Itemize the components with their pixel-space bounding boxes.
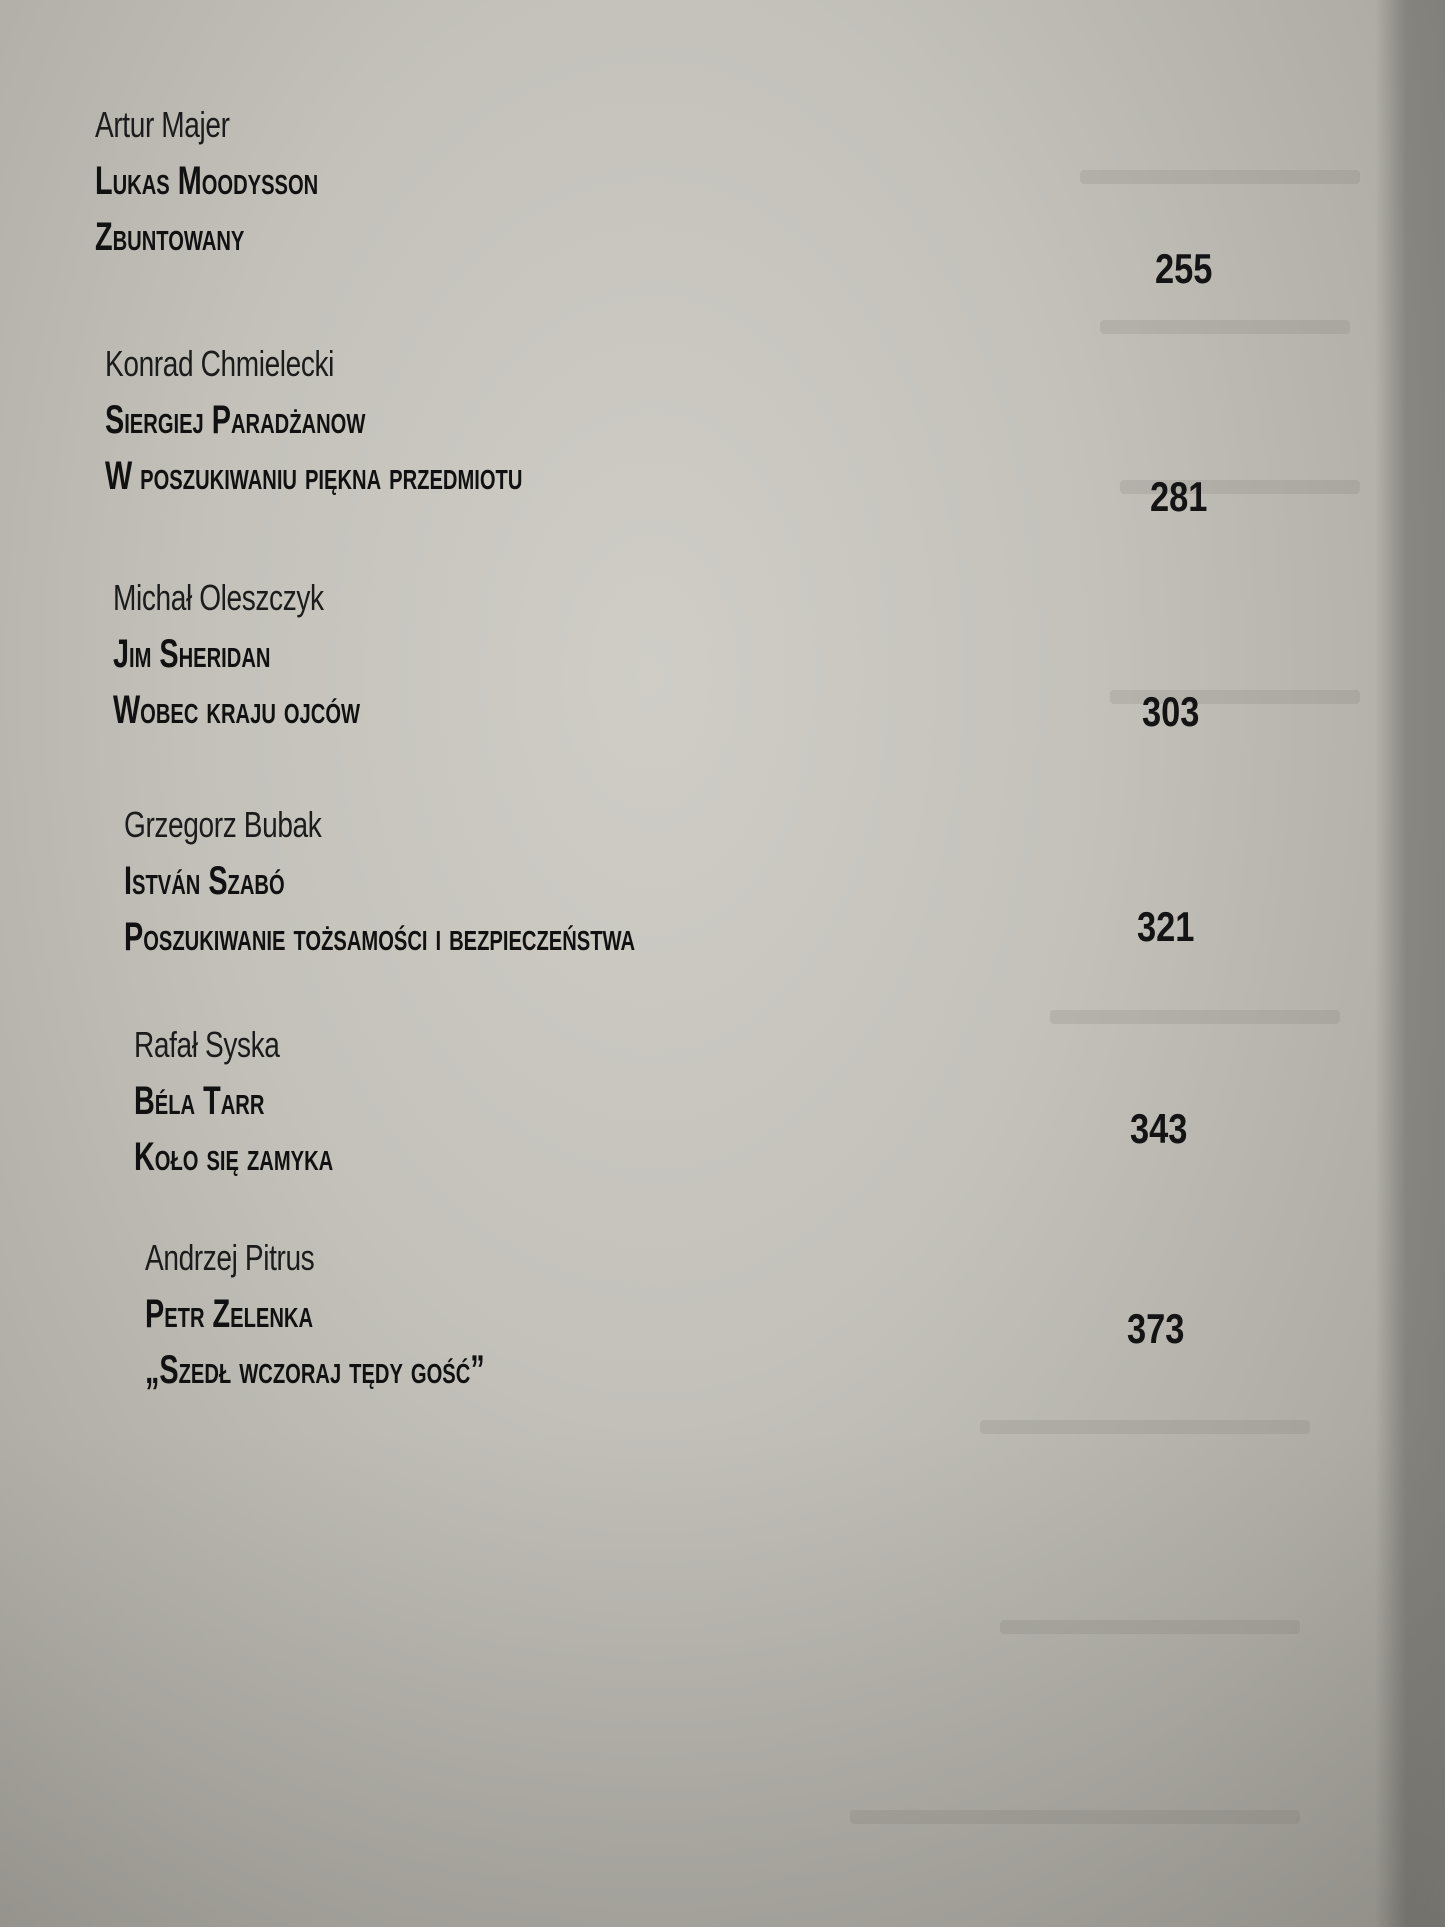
toc-entry	[105, 344, 685, 498]
toc-page-number: 281	[1150, 473, 1208, 520]
toc-author: Rafał Syska	[134, 1024, 280, 1065]
show-through-mark	[1100, 320, 1350, 334]
toc-subject: Jim Sheridan	[113, 632, 271, 676]
page-edge-shadow	[1375, 0, 1445, 1927]
show-through-mark	[1080, 170, 1360, 184]
toc-page-number: 321	[1137, 903, 1195, 950]
toc-entry	[95, 105, 405, 259]
show-through-mark	[1050, 1010, 1340, 1024]
toc-page-number: 303	[1142, 688, 1200, 735]
toc-page-number: 343	[1130, 1105, 1188, 1152]
toc-entry	[113, 578, 456, 732]
toc-entry	[124, 805, 834, 959]
toc-author: Grzegorz Bubak	[124, 804, 322, 845]
toc-title: Koło się zamyka	[134, 1135, 334, 1179]
toc-subject: Béla Tarr	[134, 1079, 265, 1123]
toc-subject: Lukas Moodysson	[95, 159, 319, 203]
toc-title: Zbuntowany	[95, 215, 245, 259]
toc-author: Andrzej Pitrus	[145, 1237, 315, 1278]
toc-title: „Szedł wczoraj tędy gość”	[145, 1348, 485, 1392]
toc-title: Wobec kraju ojców	[113, 688, 361, 732]
toc-subject: István Szabó	[124, 859, 285, 903]
toc-author: Michał Oleszczyk	[113, 577, 324, 618]
page-shadow	[0, 1427, 1445, 1927]
toc-page-number: 255	[1155, 245, 1213, 292]
toc-author: Konrad Chmielecki	[105, 343, 335, 384]
toc-page-number: 373	[1127, 1305, 1185, 1352]
toc-author: Artur Majer	[95, 104, 230, 145]
toc-title: Poszukiwanie tożsamości i bezpieczeństwa	[124, 915, 636, 959]
toc-title: W poszukiwaniu piękna przedmiotu	[105, 454, 523, 498]
toc-subject: Petr Zelenka	[145, 1292, 314, 1336]
toc-entry	[134, 1025, 411, 1179]
toc-subject: Siergiej Paradżanow	[105, 398, 366, 442]
toc-entry	[145, 1238, 617, 1392]
